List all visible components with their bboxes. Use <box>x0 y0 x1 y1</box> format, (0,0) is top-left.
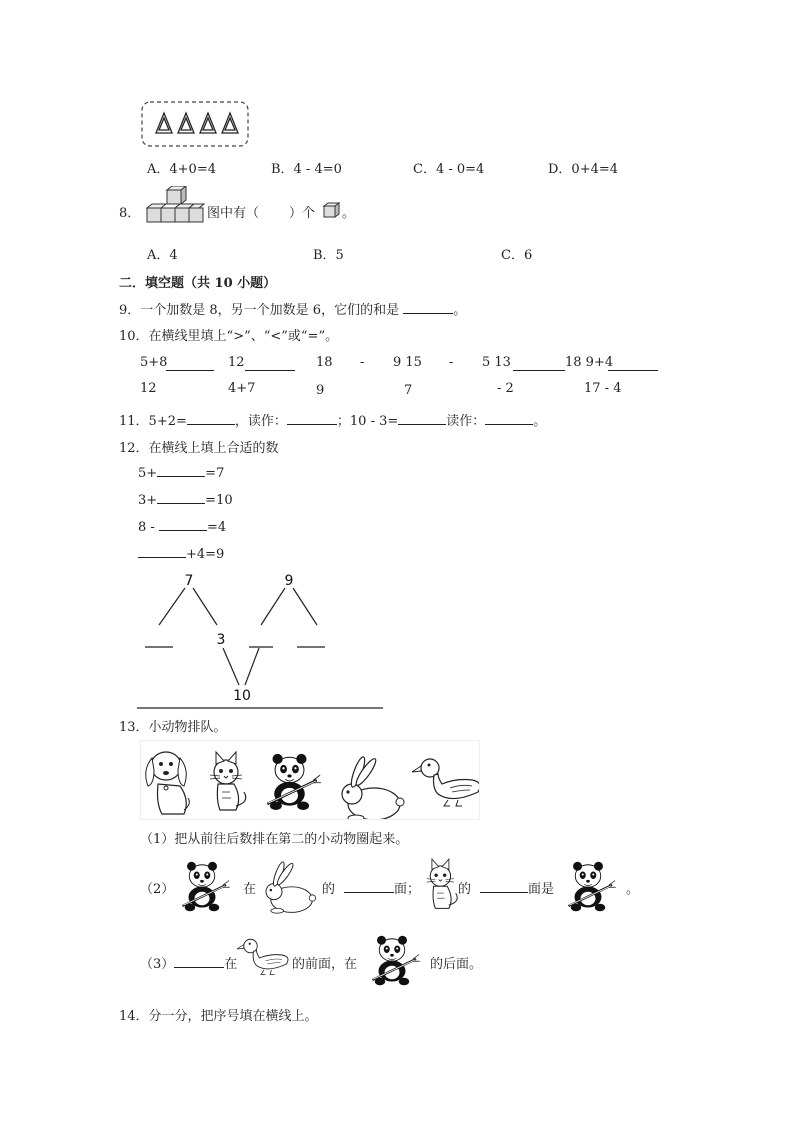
rabbit-icon <box>258 858 320 914</box>
cubes-figure <box>145 186 205 230</box>
q10-row1-item1: 5+8 <box>140 355 168 370</box>
q13-sub2-de1: 的 <box>322 882 336 897</box>
q11-text <box>119 410 546 429</box>
q8-option-c: C．6 <box>501 248 533 263</box>
q13-sub2-blank1-wrap <box>344 878 420 897</box>
q13-sub2-label: （2） <box>140 882 175 897</box>
q11-part5: 。 <box>533 414 547 429</box>
q11-part2: ，读作： <box>234 414 287 429</box>
panda-icon <box>362 926 430 996</box>
q10-row2-item1: 12 <box>140 381 157 396</box>
q8-end: 。 <box>342 206 356 221</box>
q10-row1-item2: 12 <box>228 355 245 370</box>
q10-row1-item5: 9 15 <box>393 355 422 370</box>
q12-line2-a: 3+ <box>138 493 158 508</box>
q11-blank-4[interactable] <box>485 411 533 425</box>
q13-sub2-face2: 面是 <box>528 882 555 897</box>
q12-line1-a: 5+ <box>138 466 158 481</box>
tree-middle: 3 <box>216 632 226 648</box>
animals-row <box>140 740 480 820</box>
q10-row2-item3: 9 <box>316 383 325 398</box>
q7-option-c: C．4 - 0=4 <box>413 162 485 177</box>
q11-blank-1[interactable] <box>187 411 235 425</box>
q12-text: 12．在横线上填上合适的数 <box>119 441 279 456</box>
q13-sub2-face1: 面； <box>394 882 421 897</box>
q12-line4 <box>138 544 224 562</box>
q9-text <box>119 299 466 318</box>
q13-sub3-in: 在 <box>224 957 238 972</box>
q10-row1-item8: 18 9+4 <box>565 355 614 370</box>
q9-end: 。 <box>453 303 467 318</box>
q8-option-b: B．5 <box>313 248 344 263</box>
q8-question <box>207 202 315 221</box>
tree-top-right: 9 <box>284 573 294 589</box>
q8-number: 8． <box>119 206 141 221</box>
q10-text: 10．在横线里填上“>”、“<”或“=”。 <box>119 329 339 344</box>
q7-option-b: B．4 - 4=0 <box>271 162 342 177</box>
q12-line3-a: 8 - <box>138 520 159 535</box>
cat-icon <box>420 854 462 920</box>
q10-row1-item3: 18 <box>316 355 333 370</box>
q10-row1-item4: - <box>360 355 365 370</box>
q11-part4: 读作： <box>446 414 486 429</box>
decomposition-tree <box>137 570 387 710</box>
q10-blank-2[interactable] <box>245 357 295 371</box>
q11-part1: 11．5+2= <box>119 414 187 429</box>
q12-line2-b: =10 <box>205 493 233 508</box>
q12-line3 <box>138 517 226 535</box>
q8-option-a: A．4 <box>147 248 178 263</box>
tree-bottom: 10 <box>233 688 251 704</box>
q13-sub2-in: 在 <box>243 882 257 897</box>
q11-blank-2[interactable] <box>287 411 337 425</box>
q13-sub1: （1）把从前往后数排在第二的小动物圈起来。 <box>140 832 409 847</box>
q13-sub2-de2: 的 <box>458 882 472 897</box>
q13-blank-3[interactable] <box>174 954 224 968</box>
panda-icon <box>267 754 321 810</box>
q10-row1-item7: 5 13 <box>482 355 511 370</box>
q14-text: 14．分一分，把序号填在横线上。 <box>119 1009 318 1024</box>
q13-sub2-blank2-wrap <box>480 878 554 897</box>
q12-blank-4[interactable] <box>138 544 186 558</box>
q10-row2-item2: 4+7 <box>228 381 256 396</box>
q12-line3-b: =4 <box>206 520 227 535</box>
q12-blank-1[interactable] <box>157 463 205 477</box>
q13-blank-1[interactable] <box>344 879 394 893</box>
q12-line1 <box>138 463 224 481</box>
rabbit-icon <box>342 756 404 820</box>
tree-top-left: 7 <box>184 573 194 589</box>
q10-blank-4[interactable] <box>608 357 658 371</box>
q13-sub2-end: 。 <box>626 882 640 897</box>
q10-blank-1[interactable] <box>166 357 214 371</box>
cat-icon <box>210 752 246 810</box>
q7-option-a: A．4+0=4 <box>147 162 216 177</box>
q12-blank-2[interactable] <box>157 490 205 504</box>
section-title: 二．填空题（共 10 小题） <box>119 276 277 291</box>
q8-text-mid: ）个 <box>289 206 316 221</box>
cube-icon <box>322 201 340 219</box>
q12-blank-3[interactable] <box>159 517 207 531</box>
q10-row2-item4: 7 <box>404 383 413 398</box>
q13-sub3-front: 的前面，在 <box>292 957 358 972</box>
q10-row2-item5: - 2 <box>497 381 514 396</box>
duck-icon <box>412 759 480 806</box>
q13-sub3-back: 的后面。 <box>430 957 483 972</box>
q10-blank-3[interactable] <box>513 357 565 371</box>
q13-blank-2[interactable] <box>480 879 528 893</box>
q12-line1-b: =7 <box>205 466 225 481</box>
panda-icon <box>558 852 626 922</box>
q9-question: 9．一个加数是 8，另一个加数是 6，它们的和是 <box>119 303 400 318</box>
q9-answer-blank[interactable] <box>403 300 453 314</box>
triangles-figure <box>140 100 250 148</box>
q11-part3: ；10 - 3= <box>336 414 399 429</box>
q12-line4-b: +4=9 <box>186 547 225 562</box>
duck-icon <box>234 934 292 984</box>
q10-row1-item6: - <box>449 355 454 370</box>
q7-option-d: D．0+4=4 <box>548 162 619 177</box>
q8-text-before: 图中有（ <box>207 206 260 221</box>
q13-sub3-label: （3） <box>140 957 175 972</box>
q12-line2 <box>138 490 233 508</box>
q11-blank-3[interactable] <box>398 411 446 425</box>
q13-sub3 <box>140 953 237 972</box>
q10-row2-item6: 17 - 4 <box>584 381 622 396</box>
dog-icon <box>146 752 190 814</box>
q13-text: 13．小动物排队。 <box>119 720 227 735</box>
panda-icon <box>172 852 240 922</box>
